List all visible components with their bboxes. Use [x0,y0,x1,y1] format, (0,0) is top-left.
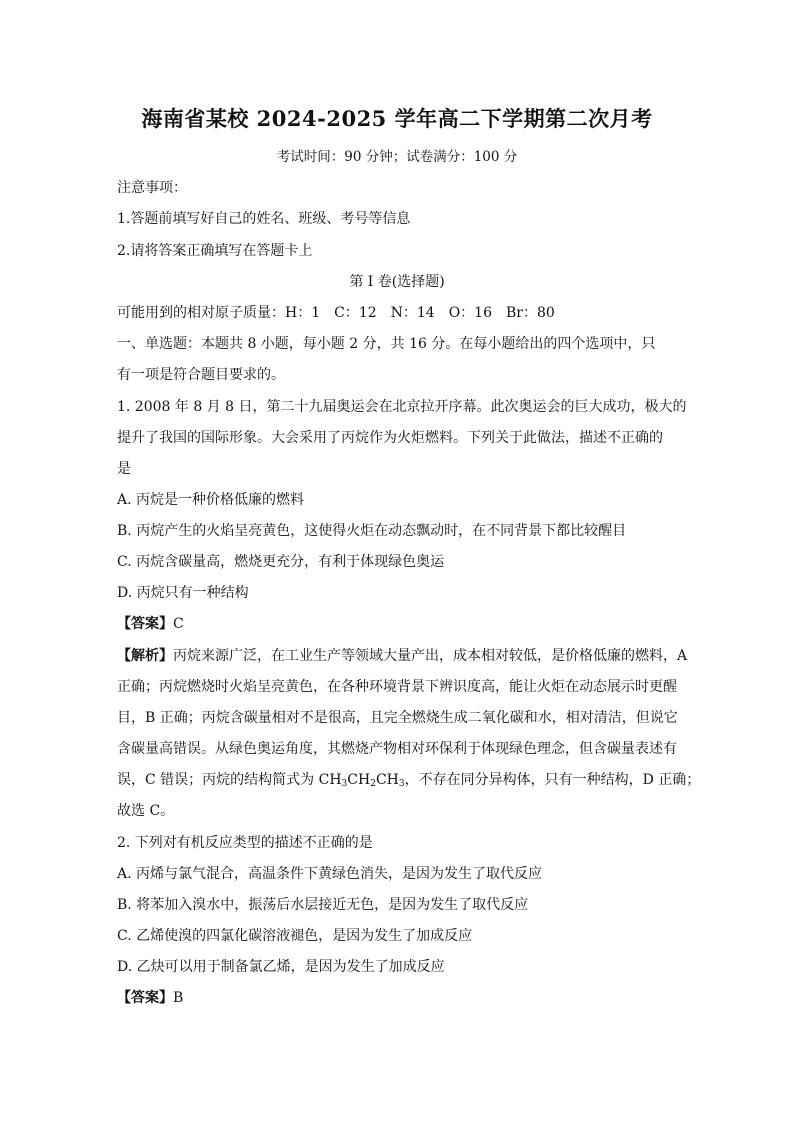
notes-item: 1.答题前填写好自己的姓名、班级、考号等信息 [117,211,411,227]
q1-analysis-line: 故选 C。 [117,803,175,819]
analysis-tag: 【解析】 [117,648,173,664]
analysis-text: 丙烷来源广泛，在工业生产等领域大量产出，成本相对较低，是价格低廉的燃料，A [173,648,688,664]
q1-stem-line: 提升了我国的国际形象。大会采用了丙烷作为火炬燃料。下列关于此做法，描述不正确的 [117,430,663,446]
exam-subtitle: 考试时间：90 分钟；试卷满分：100 分 [276,149,518,165]
notes-heading: 注意事项： [117,180,187,196]
section-heading: 第 I 卷(选择题) [349,274,445,290]
atomic-mass-line: 可能用到的相对原子质量：H：1 C：12 N：14 O：16 Br：80 [117,305,555,321]
q2-option-b: B. 将苯加入溴水中，振荡后水层接近无色，是因为发生了取代反应 [117,897,529,913]
q2-stem: 2. 下列对有机反应类型的描述不正确的是 [117,835,373,851]
q1-answer [117,613,184,633]
answer-tag: 【答案】 [117,990,173,1006]
notes-item: 2.请将答案正确填写在答题卡上 [117,243,313,259]
answer-value: C [173,616,184,632]
answer-tag: 【答案】 [117,616,173,632]
q1-stem-line: 是 [117,461,131,477]
answer-value: B [173,990,184,1006]
q1-analysis-line: 目，B 正确；丙烷含碳量相对不是很高，且完全燃烧生成二氧化碳和水，相对清洁，但说它 [117,710,678,726]
q1-analysis-line: 正确；丙烷燃烧时火焰呈亮黄色，在各种环境背景下辨识度高，能让火炬在动态展示时更醒 [117,679,677,695]
propane-formula: $CH_3CH_2CH_3$ [318,772,405,789]
q2-option-a: A. 丙烯与氯气混合，高温条件下黄绿色消失，是因为发生了取代反应 [117,866,543,882]
analysis-text: ，不存在同分异构体，只有一种结构，D 正确； [404,772,701,788]
q2-option-d: D. 乙炔可以用于制备氯乙烯，是因为发生了加成反应 [117,959,445,975]
analysis-text: 误，C 错误；丙烷的结构简式为 [117,772,319,788]
q1-option-b: B. 丙烷产生的火焰呈亮黄色，这使得火炬在动态飘动时，在不同背景下都比较醒目 [117,523,627,539]
q1-analysis-line [117,645,687,665]
q2-answer [117,987,183,1007]
q1-analysis-line [117,769,700,789]
q1-option-a: A. 丙烷是一种价格低廉的燃料 [117,492,305,508]
q2-option-c: C. 乙烯使溴的四氯化碳溶液褪色，是因为发生了加成反应 [117,928,473,944]
part-heading-line: 有一项是符合题目要求的。 [117,367,285,383]
q1-option-c: C. 丙烷含碳量高，燃烧更充分，有利于体现绿色奥运 [117,554,445,570]
exam-title: 海南省某校 2024-2025 学年高二下学期第二次月考 [141,106,653,131]
q1-analysis-line: 含碳量高错误。从绿色奥运角度，其燃烧产物相对环保利于体现绿色理念，但含碳量表述有 [117,741,677,757]
q1-stem-line: 1. 2008 年 8 月 8 日，第二十九届奥运会在北京拉开序幕。此次奥运会的巨大成功，极大的 [117,399,687,415]
q1-option-d: D. 丙烷只有一种结构 [117,585,249,601]
part-heading-line: 一、单选题：本题共 8 小题，每小题 2 分，共 16 分。在每小题给出的四个选项中，只 [117,336,656,352]
